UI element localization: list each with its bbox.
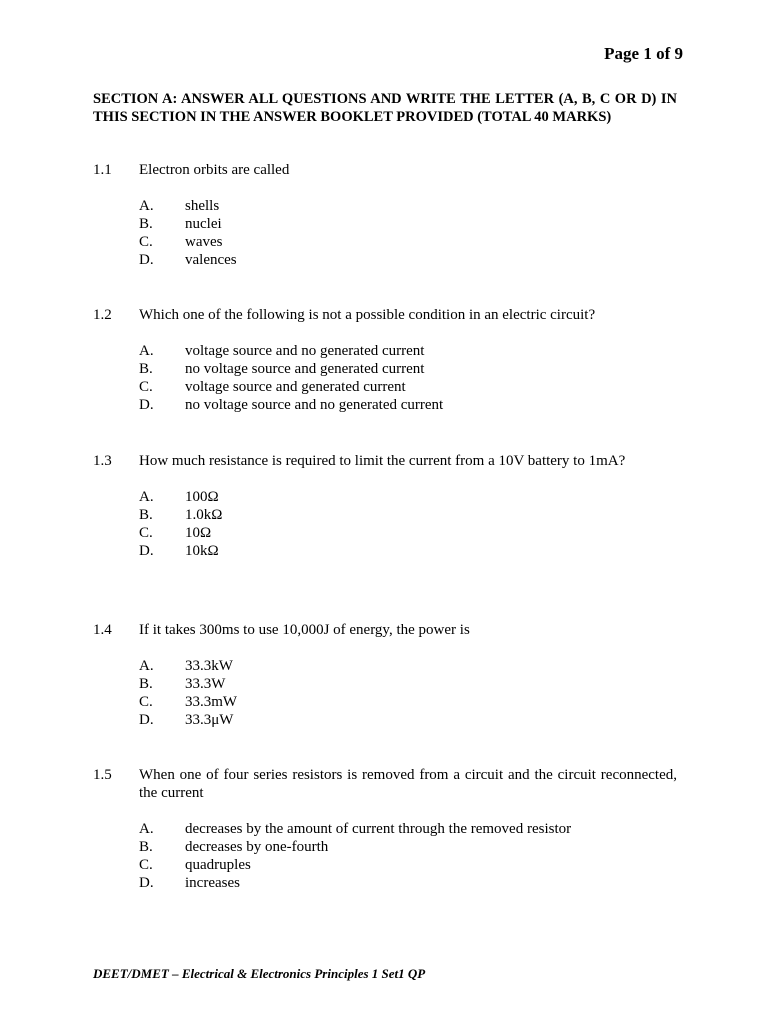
option-letter: A. bbox=[139, 658, 154, 674]
option-a bbox=[139, 342, 677, 360]
option-d bbox=[139, 542, 677, 560]
option-b bbox=[139, 215, 677, 233]
option-letter: B. bbox=[139, 839, 153, 855]
option-letter: B. bbox=[139, 507, 153, 523]
option-text: decreases by one-fourth bbox=[185, 839, 329, 855]
option-d bbox=[139, 874, 677, 892]
question-1-3 bbox=[93, 452, 677, 560]
option-c bbox=[139, 693, 677, 711]
option-text: no voltage source and no generated current bbox=[185, 397, 444, 413]
question-text: If it takes 300ms to use 10,000J of energy, the power is bbox=[139, 622, 470, 638]
option-c bbox=[139, 233, 677, 251]
option-letter: A. bbox=[139, 489, 154, 505]
option-letter: B. bbox=[139, 676, 153, 692]
answer-options bbox=[139, 197, 677, 269]
answer-options bbox=[139, 657, 677, 729]
option-c bbox=[139, 524, 677, 542]
page-footer: DEET/DMET – Electrical & Electronics Principles 1 Set1 QP bbox=[93, 966, 426, 981]
option-text: quadruples bbox=[185, 857, 251, 873]
option-text: 10Ω bbox=[185, 525, 212, 541]
option-b bbox=[139, 675, 677, 693]
question-1-2 bbox=[93, 306, 677, 414]
option-letter: A. bbox=[139, 198, 154, 214]
answer-options bbox=[139, 488, 677, 560]
option-b bbox=[139, 360, 677, 378]
option-c bbox=[139, 856, 677, 874]
option-letter: D. bbox=[139, 875, 154, 891]
option-letter: A. bbox=[139, 821, 154, 837]
option-text: increases bbox=[185, 875, 240, 891]
question-number: 1.1 bbox=[93, 162, 112, 178]
option-text: 1.0kΩ bbox=[185, 507, 223, 523]
option-letter: D. bbox=[139, 252, 154, 268]
option-text: nuclei bbox=[185, 216, 222, 232]
option-c bbox=[139, 378, 677, 396]
option-text: voltage source and no generated current bbox=[185, 343, 425, 359]
question-1-4 bbox=[93, 621, 677, 729]
option-text: valences bbox=[185, 252, 237, 268]
option-d bbox=[139, 251, 677, 269]
question-text: Electron orbits are called bbox=[139, 162, 290, 178]
question-number: 1.2 bbox=[93, 307, 112, 323]
question-text: How much resistance is required to limit the current from a 10V battery to 1mA? bbox=[139, 453, 626, 469]
option-letter: D. bbox=[139, 712, 154, 728]
option-b bbox=[139, 838, 677, 856]
option-text: voltage source and generated current bbox=[185, 379, 406, 395]
option-letter: D. bbox=[139, 543, 154, 559]
option-a bbox=[139, 488, 677, 506]
option-text: 100Ω bbox=[185, 489, 219, 505]
question-text: When one of four series resistors is removed from a circuit and the circuit reconnected, the current bbox=[139, 767, 677, 801]
page-number: Page 1 of 9 bbox=[604, 44, 683, 63]
question-text: Which one of the following is not a possible condition in an electric circuit? bbox=[139, 307, 596, 323]
option-letter: A. bbox=[139, 343, 154, 359]
option-text: 33.3W bbox=[185, 676, 226, 692]
option-letter: B. bbox=[139, 216, 153, 232]
question-1-1 bbox=[93, 161, 677, 269]
option-text: no voltage source and generated current bbox=[185, 361, 425, 377]
option-d bbox=[139, 711, 677, 729]
option-a bbox=[139, 657, 677, 675]
answer-options bbox=[139, 342, 677, 414]
option-text: 33.3mW bbox=[185, 694, 238, 710]
answer-options bbox=[139, 820, 677, 892]
option-letter: C. bbox=[139, 234, 153, 250]
option-letter: C. bbox=[139, 694, 153, 710]
option-text: decreases by the amount of current through the removed resistor bbox=[185, 821, 572, 837]
option-text: shells bbox=[185, 198, 220, 214]
option-text: 33.3kW bbox=[185, 658, 233, 674]
option-b bbox=[139, 506, 677, 524]
option-letter: D. bbox=[139, 397, 154, 413]
option-text: 10kΩ bbox=[185, 543, 219, 559]
option-letter: C. bbox=[139, 525, 153, 541]
option-letter: C. bbox=[139, 379, 153, 395]
section-heading: SECTION A: ANSWER ALL QUESTIONS AND WRITE THE LETTER (A, B, C OR D) IN THIS SECTION IN THE ANSWER BOOKLET PROVIDED (TOTAL 40 MARKS) bbox=[93, 91, 677, 125]
question-number: 1.3 bbox=[93, 453, 112, 469]
option-text: 33.3μW bbox=[185, 712, 234, 728]
question-1-5 bbox=[93, 766, 677, 892]
option-a bbox=[139, 820, 677, 838]
option-text: waves bbox=[185, 234, 223, 250]
question-number: 1.4 bbox=[93, 622, 112, 638]
option-letter: B. bbox=[139, 361, 153, 377]
option-d bbox=[139, 396, 677, 414]
question-number: 1.5 bbox=[93, 767, 112, 783]
option-letter: C. bbox=[139, 857, 153, 873]
option-a bbox=[139, 197, 677, 215]
